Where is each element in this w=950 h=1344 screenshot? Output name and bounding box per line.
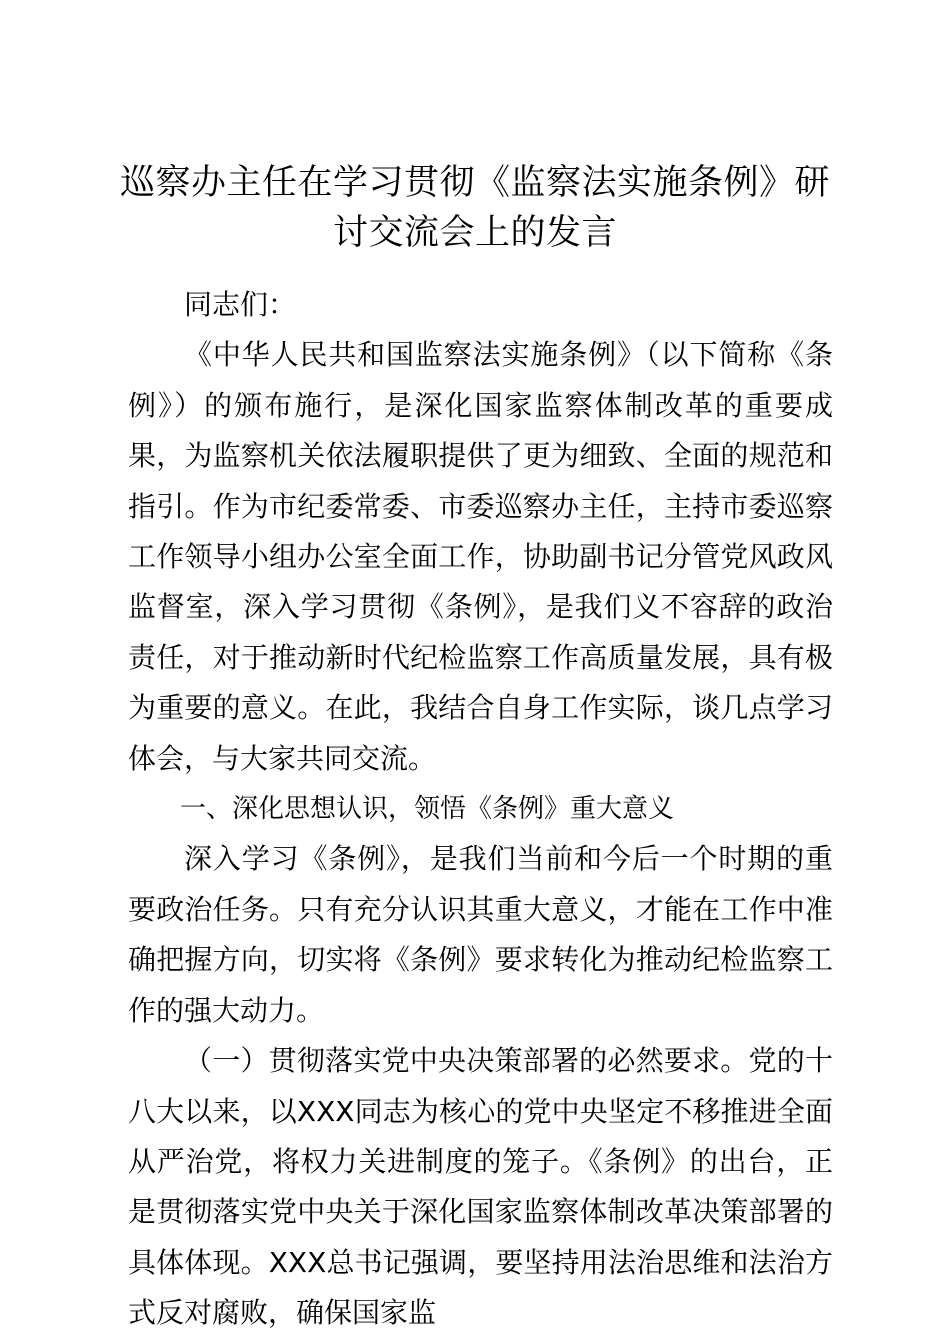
intro-paragraph: 《中华人民共和国监察法实施条例》（以下简称《条例》）的颁布施行，是深化国家监察体制改革的重要成果，为监察机关依法履职提供了更为细致、全面的规范和指引。作为市纪委常委、市委巡察办主任，主持市委巡察工作领导小组办公室全面工作，协助副书记分管党风政风监督室，深入学习贯彻《条例》，是我们义不容辞的政治责任，对于推动新时代纪检监察工作高质量发展，具有极为重要的意义。在此，我结合自身工作实际，谈几点学习体会，与大家共同交流。 <box>128 338 833 775</box>
document-title: 巡察办主任在学习贯彻《监察法实施条例》研讨交流会上的发言 <box>120 163 831 253</box>
salutation: 同志们： <box>184 288 297 321</box>
section-paragraph: （一）贯彻落实党中央决策部署的必然要求。党的十八大以来，以XXX同志为核心的党中央坚定不移推进全面从严治党，将权力关进制度的笼子。《条例》的出台，正是贯彻落实党中央关于深化国家监察体制改革决策部署的具体体现。XXX总书记强调，要坚持用法治思维和法治方式反对腐败，确保国家监 <box>128 1044 833 1330</box>
section-heading: 一、深化思想认识，领悟《条例》重大意义 <box>180 794 675 825</box>
section-paragraph: 深入学习《条例》，是我们当前和今后一个时期的重要政治任务。只有充分认识其重大意义，才能在工作中准确把握方向，切实将《条例》要求转化为推动纪检监察工作的强大动力。 <box>128 842 833 1027</box>
document-body <box>128 280 833 1339</box>
